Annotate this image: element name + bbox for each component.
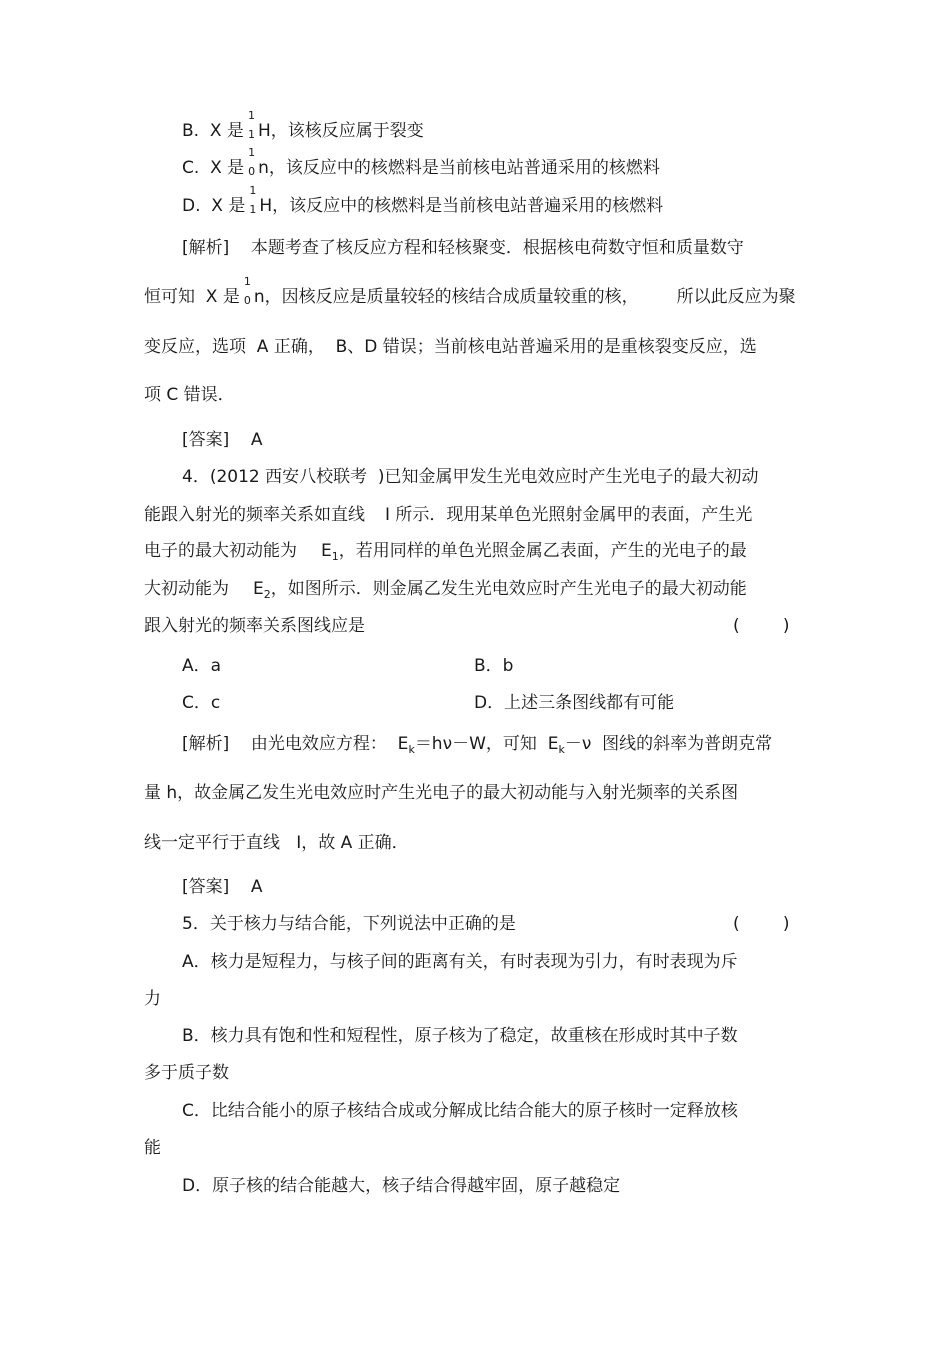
choice-b: 多于质子数 [144,1063,229,1083]
answer-bracket: ( ) [733,616,790,636]
choice-c: C．比结合能小的原子核结合成或分解成比结合能大的原子核时一定释放核 [182,1101,738,1121]
analysis-line: 变反应，选项 A 正确， B、D 错误；当前核电站普遍采用的是重核裂变反应，选 [144,337,757,357]
analysis-line: [解析] 本题考查了核反应方程和轻核聚变．根据核电荷数守恒和质量数守 [182,238,744,258]
choice-a: A．a [182,656,222,676]
question-4-stem: 4．(2012 西安八校联考 )已知金属甲发生光电效应时产生光电子的最大初动 [182,467,759,487]
answer-label: [答案] A [182,877,263,897]
question-4-stem: 电子的最大初动能为 $E_1$，若用同样的单色光照金属乙表面，产生的光电子的最 [144,541,747,563]
isotope-n: 1 0 [248,146,256,178]
isotope-h: 1 1 [247,109,255,141]
answer-label: [答案] A [182,430,263,450]
option-c: C. X 是 1 0 n，该反应中的核燃料是当前核电站普通采用的核燃料 [182,146,660,178]
question-4-stem: 大初动能为 $E_2$，如图所示．则金属乙发生光电效应时产生光电子的最大初动能 [144,579,747,601]
choice-b: B．核力具有饱和性和短程性，原子核为了稳定，故重核在形成时其中子数 [182,1026,738,1046]
question-5-stem: 5．关于核力与结合能，下列说法中正确的是 [182,914,516,934]
option-d: D. X 是 1 1 H，该反应中的核燃料是当前核电站普遍采用的核燃料 [182,184,664,216]
choice-c: C．c [182,693,221,713]
question-4-stem: 跟入射光的频率关系图线应是 [144,616,365,636]
analysis-line: 恒可知 X 是 1 0 n，因核反应是质量较轻的核结合成质量较重的核， 所以此反应为聚 [144,275,796,307]
analysis-line: 量 h，故金属乙发生光电效应时产生光电子的最大初动能与入射光频率的关系图 [144,783,739,803]
choice-a: 力 [144,989,161,1009]
choice-d: D．上述三条图线都有可能 [474,693,675,713]
question-4-stem: 能跟入射光的频率关系如直线 I 所示．现用某单色光照射金属甲的表面，产生光 [144,505,753,525]
analysis-line: 项 C 错误． [144,385,235,405]
answer-bracket: ( ) [733,914,790,934]
isotope-n: 1 0 [243,275,251,307]
choice-c: 能 [144,1138,161,1158]
choice-b: B．b [474,656,514,676]
isotope-h: 1 1 [249,184,257,216]
option-b: B. X 是 1 1 H，该核反应属于裂变 [182,109,424,141]
choice-d: D．原子核的结合能越大，核子结合得越牢固，原子越稳定 [182,1176,621,1196]
analysis-line: [解析] 由光电效应方程： $E_k=h\nu-W$，可知 $E_k-\nu$ 图线的斜率为普朗克常 [182,734,773,756]
choice-a: A．核力是短程力，与核子间的距离有关，有时表现为引力，有时表现为斥 [182,952,738,972]
analysis-line: 线一定平行于直线 I，故 A 正确． [144,833,409,853]
